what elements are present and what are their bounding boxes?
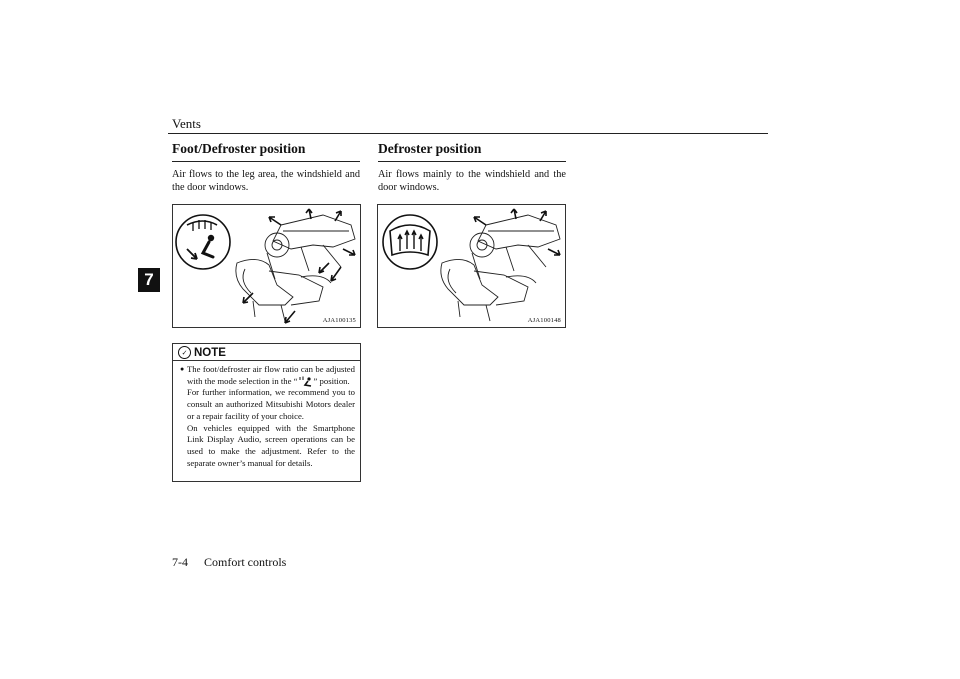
note-box (172, 343, 361, 482)
note-divider (173, 360, 360, 361)
cabin-illustration (236, 215, 355, 321)
airflow-arrows (243, 209, 355, 323)
defroster-section (378, 141, 566, 194)
note-body (180, 364, 355, 469)
page-number: 7-4 (172, 555, 188, 569)
bullet-icon: ● (180, 365, 185, 373)
airflow-arrows (474, 209, 560, 255)
note-heading (178, 346, 226, 359)
note-paragraph-3: On vehicles equipped with the Smartphone Link Display Audio, screen operations can be used to make the adjustment. Refer to the separate owner’s manual for details. (187, 422, 355, 468)
section-title: Foot/Defroster position (172, 141, 360, 162)
foot-defroster-section (172, 141, 360, 194)
defroster-figure (377, 204, 566, 328)
figure-code: AJA100148 (527, 317, 561, 324)
section-title: Defroster position (378, 141, 566, 162)
foot-defroster-mode-icon (298, 376, 314, 387)
chapter-tab: 7 (138, 268, 160, 292)
foot-defroster-icon (176, 215, 230, 269)
note-icon: ✓ (178, 346, 191, 359)
cabin-illustration (441, 215, 560, 321)
figure-code: AJA100135 (322, 317, 356, 324)
note-paragraph-2: For further information, we recommend you to consult an authorized Mitsubishi Motors dealer or a repair facility of your choice. (187, 387, 355, 421)
page-footer (172, 555, 286, 570)
chapter-name: Comfort controls (204, 555, 287, 569)
section-body: Air flows to the leg area, the windshield and the door windows. (172, 169, 360, 194)
section-body: Air flows mainly to the windshield and the door windows. (378, 169, 566, 194)
note-bullet (180, 364, 355, 387)
note-heading-label: NOTE (194, 346, 226, 359)
defroster-icon (383, 215, 437, 269)
header-title: Vents (172, 116, 201, 131)
header-rule (168, 133, 768, 134)
foot-defroster-figure (172, 204, 361, 328)
note-paragraph-1: The foot/defroster air flow ratio can be adjusted with the mode selection in the “ ” position. (187, 364, 355, 386)
